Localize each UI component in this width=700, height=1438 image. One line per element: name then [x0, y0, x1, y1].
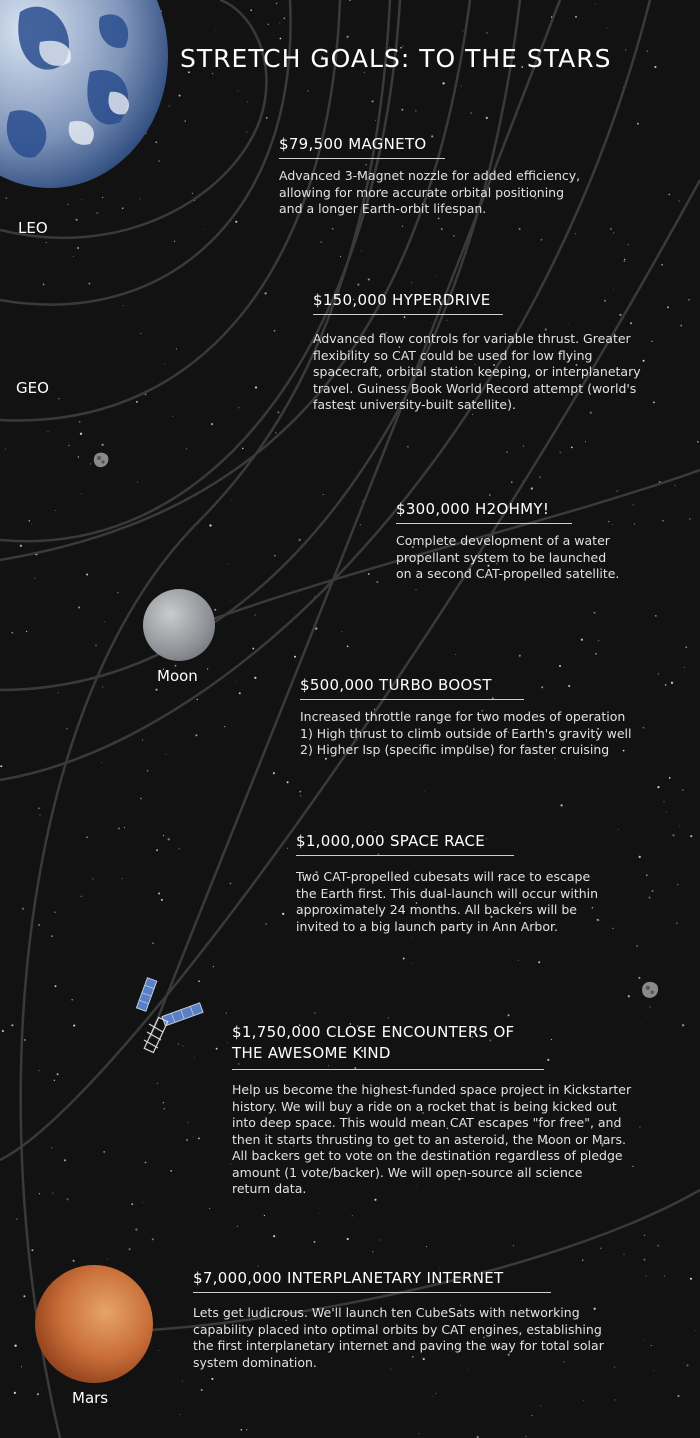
asteroid-icon	[639, 979, 661, 1005]
moon-label: Moon	[157, 667, 198, 685]
goal-description	[193, 1305, 693, 1371]
goal-description	[279, 168, 619, 218]
desc-line: travel. Guiness Book World Record attempt (world's	[313, 380, 637, 396]
desc-line: invited to a big launch party in Ann Arbor.	[296, 918, 558, 934]
goal-heading: $500,000 TURBO BOOST	[300, 676, 524, 700]
desc-line: capability placed into optimal orbits by CAT engines, establishing	[193, 1321, 602, 1337]
desc-line: and a longer Earth-orbit lifespan.	[279, 201, 487, 216]
desc-line: Help us become the highest-funded space project in Kickstarter	[232, 1082, 632, 1097]
desc-line: system domination.	[193, 1354, 317, 1370]
stretch-goal	[313, 290, 693, 414]
desc-line: Advanced 3-Magnet nozzle for added efficiency,	[279, 168, 581, 183]
goal-heading	[232, 1022, 544, 1070]
goal-description	[313, 331, 693, 414]
asteroid-icon	[91, 450, 111, 474]
desc-line: allowing for more accurate orbital positioning	[279, 184, 565, 200]
desc-line: Two CAT-propelled cubesats will race to escape	[296, 869, 591, 884]
desc-line: Lets get ludicrous. We'll launch ten CubeSats with networking	[193, 1305, 580, 1320]
stretch-goal	[232, 1022, 692, 1198]
desc-line: the first interplanetary internet and paving the way for total solar	[193, 1338, 604, 1353]
desc-line: fastest university-built satellite).	[313, 397, 516, 412]
desc-line: flexibility so CAT could be used for low flying	[313, 347, 593, 363]
satellite-icon	[133, 976, 208, 1060]
page-title: STRETCH GOALS: TO THE STARS	[180, 44, 612, 73]
desc-line: approximately 24 months. All backers will be	[296, 902, 577, 917]
desc-line: 1) High thrust to climb outside of Earth's gravity well	[300, 725, 632, 741]
leo-label: LEO	[18, 219, 48, 237]
desc-line: 2) Higher Isp (specific impulse) for faster cruising	[300, 742, 610, 757]
desc-line: return data.	[232, 1181, 307, 1196]
desc-line: Advanced flow controls for variable thrust. Greater	[313, 331, 631, 346]
mars-icon	[35, 1265, 153, 1383]
earth-icon	[0, 0, 170, 190]
goal-heading: $300,000 H2OHMY!	[396, 500, 572, 524]
goal-heading: $1,000,000 SPACE RACE	[296, 832, 514, 856]
goal-heading: $7,000,000 INTERPLANETARY INTERNET	[193, 1269, 551, 1293]
stretch-goal	[300, 675, 690, 759]
desc-line: then it starts thrusting to get to an asteroid, the Moon or Mars.	[232, 1131, 626, 1147]
desc-line: propellant system to be launched	[396, 549, 607, 565]
desc-line: amount (1 vote/backer). We will open-source all science	[232, 1164, 583, 1180]
desc-line: on a second CAT-propelled satellite.	[396, 566, 620, 581]
desc-line: the Earth first. This dual-launch will occur within	[296, 885, 599, 901]
heading-line: THE AWESOME KIND	[232, 1044, 391, 1062]
goal-heading: $150,000 HYPERDRIVE	[313, 291, 503, 315]
stretch-goal	[193, 1268, 693, 1371]
desc-line: All backers get to vote on the destination regardless of pledge	[232, 1148, 623, 1163]
goal-description	[300, 709, 690, 759]
moon-icon	[143, 589, 215, 661]
heading-line: $1,750,000 CLOSE ENCOUNTERS OF	[232, 1023, 515, 1041]
goal-heading: $79,500 MAGNETO	[279, 135, 445, 159]
desc-line: Complete development of a water	[396, 533, 610, 548]
desc-line: into deep space. This would mean CAT escapes "for free", and	[232, 1115, 622, 1130]
stretch-goal	[396, 499, 686, 583]
goal-description	[232, 1082, 692, 1198]
mars-label: Mars	[72, 1389, 109, 1407]
stretch-goal	[296, 831, 656, 935]
goal-description	[296, 869, 656, 935]
stretch-goal	[279, 134, 619, 218]
desc-line: spacecraft, orbital station keeping, or interplanetary	[313, 364, 641, 379]
desc-line: Increased throttle range for two modes of operation	[300, 709, 626, 724]
geo-label: GEO	[16, 379, 49, 397]
goal-description	[396, 533, 686, 583]
desc-line: history. We will buy a ride on a rocket that is being kicked out	[232, 1098, 617, 1114]
